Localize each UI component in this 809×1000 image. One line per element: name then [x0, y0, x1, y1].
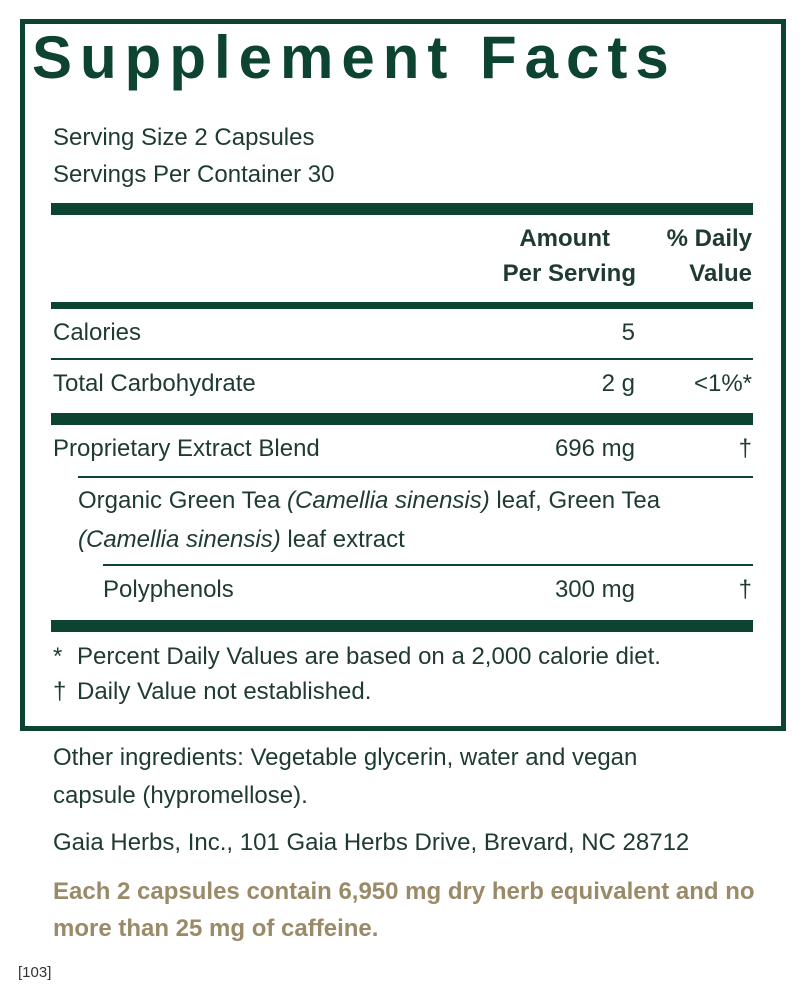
row-polyphenols-dv: † [738, 576, 752, 603]
blend-desc-latin: (Camellia sinensis) [78, 526, 281, 553]
panel-title: Supplement Facts [32, 24, 677, 91]
note-star-mark: * [53, 643, 63, 670]
amount-header-line1: Amount [519, 225, 610, 252]
row-carb-dv: <1%* [693, 370, 752, 397]
blend-desc-latin: (Camellia sinensis) [287, 487, 490, 514]
row-polyphenols-amount: 300 mg [554, 576, 635, 603]
row-blend-amount: 696 mg [554, 435, 635, 462]
note-daily-values: Percent Daily Values are based on a 2,000 calorie diet. [77, 643, 661, 670]
blend-desc-text: Organic Green Tea [78, 487, 288, 514]
blend-description-line2 [78, 528, 405, 552]
row-carb-label: Total Carbohydrate [53, 370, 256, 397]
header-rule [51, 302, 753, 309]
other-ingredients-line1: Other ingredients: Vegetable glycerin, water and vegan [53, 744, 638, 771]
note-dagger-mark: † [53, 678, 67, 705]
blend-desc-text: leaf extract [280, 526, 405, 553]
note-not-established: Daily Value not established. [77, 678, 372, 705]
row-divider [51, 358, 753, 360]
serving-size: Serving Size 2 Capsules [53, 124, 315, 151]
blend-description-line1 [78, 489, 660, 513]
manufacturer-address: Gaia Herbs, Inc., 101 Gaia Herbs Drive, Brevard, NC 28712 [53, 829, 690, 856]
amount-header-line2: Per Serving [502, 260, 636, 287]
dv-header-line1: % Daily [666, 225, 752, 252]
row-divider [78, 476, 753, 478]
row-carb-amount: 2 g [601, 370, 635, 397]
section-thick-rule [51, 413, 753, 425]
top-thick-rule [51, 203, 753, 215]
other-ingredients-line2: capsule (hypromellose). [53, 782, 308, 809]
blend-desc-text: leaf, Green Tea [489, 487, 661, 514]
reference-code: [103] [18, 964, 52, 981]
row-polyphenols-label: Polyphenols [103, 576, 234, 603]
row-calories-label: Calories [53, 319, 142, 346]
row-divider [103, 564, 753, 566]
row-blend-dv: † [738, 435, 752, 462]
servings-per-container: Servings Per Container 30 [53, 161, 335, 188]
herb-equivalent-line2: more than 25 mg of caffeine. [53, 915, 379, 942]
herb-equivalent-line1: Each 2 capsules contain 6,950 mg dry herb equivalent and no [53, 878, 755, 905]
row-calories-amount: 5 [621, 319, 635, 346]
bottom-thick-rule [51, 620, 753, 632]
dv-header-line2: Value [689, 260, 752, 287]
row-blend-label: Proprietary Extract Blend [53, 435, 320, 462]
